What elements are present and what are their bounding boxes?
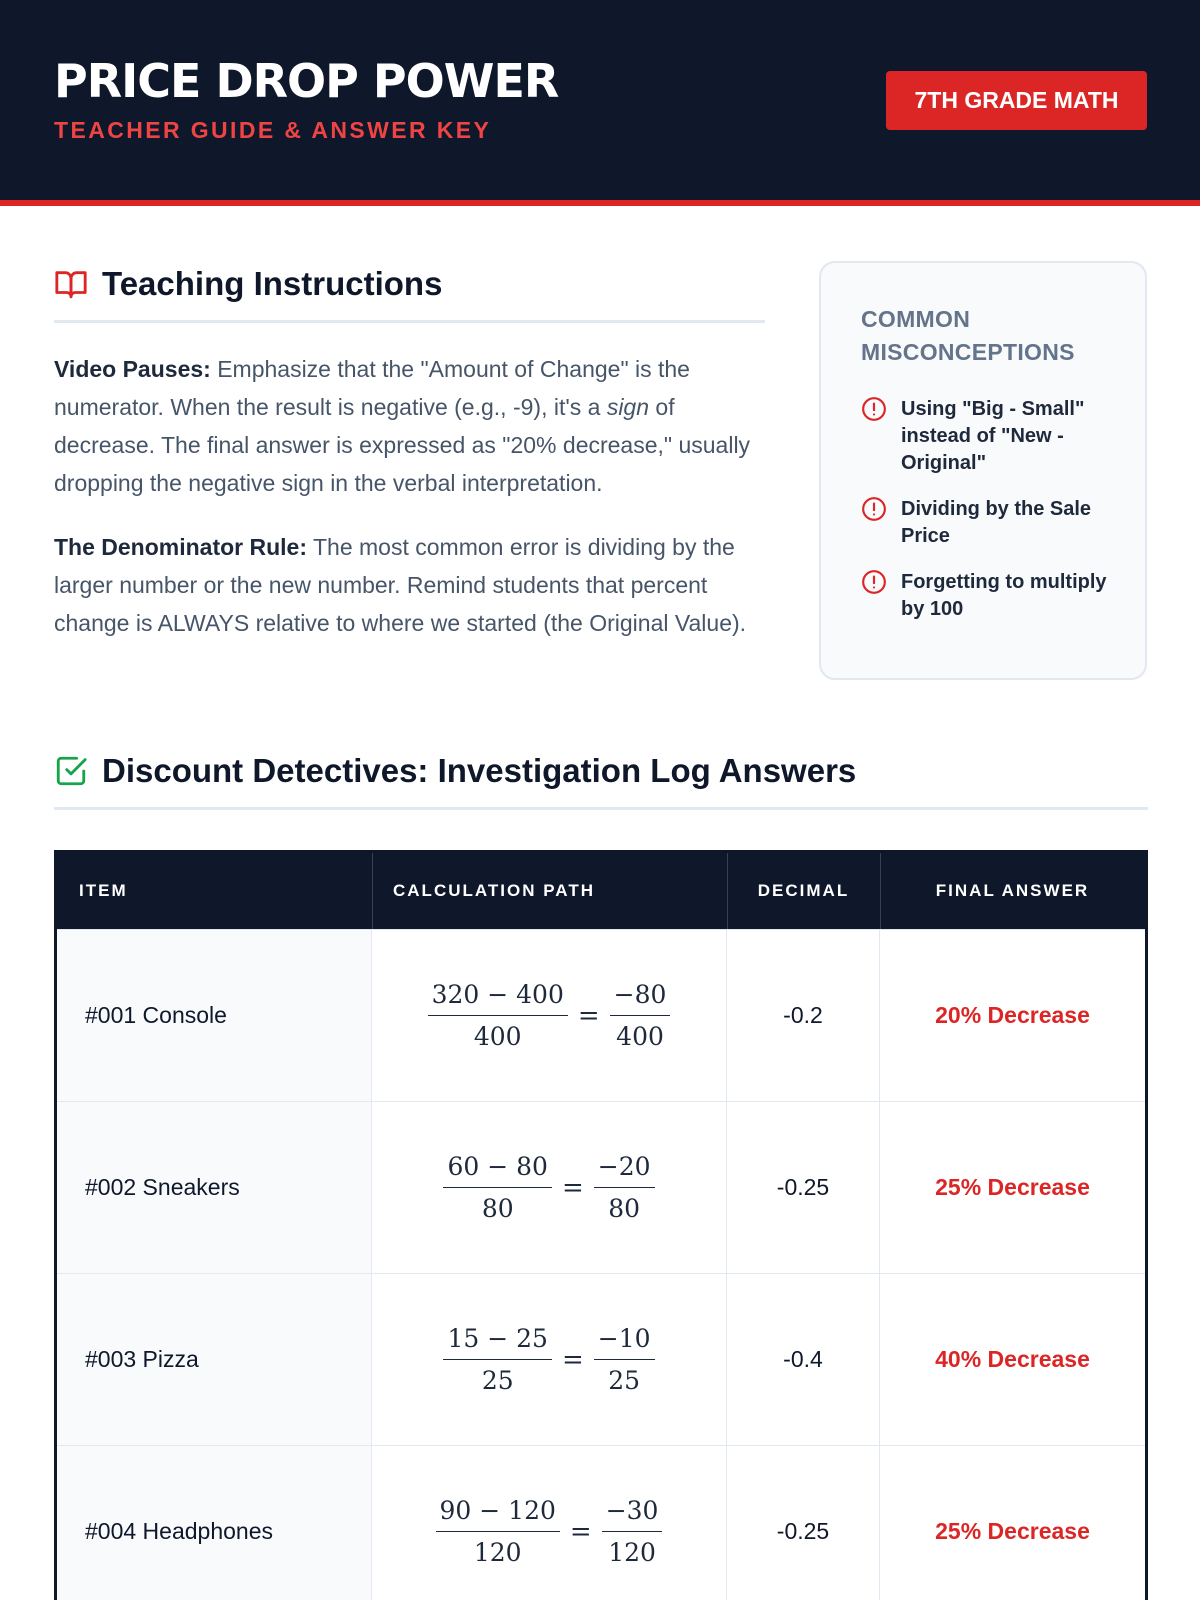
fraction-numerator: −20 <box>594 1152 655 1188</box>
difference-fraction <box>436 1496 560 1567</box>
result-fraction <box>602 1496 663 1567</box>
denominator-rule-paragraph <box>54 528 754 642</box>
table-row <box>57 1445 1145 1600</box>
column-header-item: ITEM <box>79 881 128 900</box>
fraction-denominator: 25 <box>608 1366 641 1395</box>
misconceptions-title: COMMON MISCONCEPTIONS <box>861 306 1075 365</box>
calculation-cell <box>372 930 727 1101</box>
calculation-cell <box>372 1102 727 1273</box>
table-header <box>57 853 1145 929</box>
answers-divider <box>54 807 1148 810</box>
instructions-divider <box>54 320 765 323</box>
page-subtitle: TEACHER GUIDE & ANSWER KEY <box>54 117 492 143</box>
item-cell: #001 Console <box>57 930 372 1101</box>
decimal-cell: -0.25 <box>727 1446 880 1600</box>
misconception-text: Using "Big - Small" instead of "New - Original" <box>901 398 1085 474</box>
page-title: PRICE DROP POWER <box>54 54 559 108</box>
column-header-calculation: CALCULATION PATH <box>393 881 595 900</box>
denominator-rule-text: The most common error is dividing by the larger number or the new number. Remind students that percent change is ALWAYS relative to where we started (the Original Value). <box>54 534 747 636</box>
item-cell: #003 Pizza <box>57 1274 372 1445</box>
grade-badge: 7TH GRADE MATH <box>886 71 1147 130</box>
fraction-denominator: 400 <box>473 1022 522 1051</box>
item-cell: #002 Sneakers <box>57 1102 372 1273</box>
fraction-denominator: 80 <box>481 1194 514 1223</box>
fraction-denominator: 400 <box>616 1022 664 1051</box>
decimal-cell: -0.2 <box>727 930 880 1101</box>
video-pauses-text-a: Emphasize that the "Amount of Change" is the numerator. When the result is negative (e.g., -9), it's a <box>54 356 690 420</box>
result-fraction <box>594 1324 655 1395</box>
misconceptions-card <box>819 261 1147 680</box>
equals-sign: = <box>561 1172 584 1203</box>
equals-sign: = <box>561 1344 584 1375</box>
alert-circle-icon <box>861 569 887 595</box>
video-pauses-text-b: of decrease. The final answer is expressed as "20% decrease," usually dropping the negative sign in the verbal interpretation. <box>54 394 751 496</box>
equals-sign: = <box>577 1000 600 1031</box>
misconception-item <box>861 569 1121 623</box>
fraction-numerator: 15 − 25 <box>443 1324 551 1360</box>
calculation-cell <box>372 1446 727 1600</box>
fraction-denominator: 80 <box>608 1194 641 1223</box>
alert-circle-icon <box>861 496 887 522</box>
instructions-heading: Teaching Instructions <box>102 265 443 302</box>
result-fraction <box>594 1152 655 1223</box>
fraction-numerator: −30 <box>602 1496 663 1532</box>
answer-key-table <box>54 850 1148 1600</box>
difference-fraction <box>443 1152 551 1223</box>
header-divider <box>372 853 373 929</box>
equals-sign: = <box>569 1516 592 1547</box>
decimal-cell: -0.4 <box>727 1274 880 1445</box>
fraction-numerator: 60 − 80 <box>443 1152 551 1188</box>
result-fraction <box>610 980 671 1051</box>
final-answer-cell: 25% Decrease <box>935 1174 1090 1200</box>
page-header <box>0 0 1200 206</box>
alert-circle-icon <box>861 396 887 422</box>
misconception-item <box>861 396 1121 477</box>
fraction-numerator: −10 <box>594 1324 655 1360</box>
video-pauses-emphasis: sign <box>606 394 650 420</box>
decimal-cell: -0.25 <box>727 1102 880 1273</box>
answers-heading: Discount Detectives: Investigation Log Answers <box>102 752 857 789</box>
calculation-cell <box>372 1274 727 1445</box>
fraction-denominator: 120 <box>473 1538 522 1567</box>
misconception-text: Dividing by the Sale Price <box>901 498 1092 547</box>
instructions-heading-row <box>54 265 442 303</box>
table-row <box>57 1273 1145 1445</box>
denominator-rule-label: The Denominator Rule: <box>54 534 308 560</box>
difference-fraction <box>443 1324 551 1395</box>
misconception-text: Forgetting to multiply by 100 <box>901 571 1107 620</box>
misconception-item <box>861 496 1121 550</box>
final-answer-cell: 20% Decrease <box>935 1002 1090 1028</box>
final-answer-cell: 25% Decrease <box>935 1518 1090 1544</box>
fraction-numerator: 320 − 400 <box>428 980 568 1016</box>
table-row <box>57 929 1145 1101</box>
column-header-final-answer: FINAL ANSWER <box>935 881 1090 900</box>
answers-heading-row <box>54 752 856 790</box>
check-square-icon <box>54 754 88 788</box>
fraction-denominator: 120 <box>608 1538 656 1567</box>
fraction-numerator: −80 <box>610 980 671 1016</box>
fraction-numerator: 90 − 120 <box>436 1496 560 1532</box>
item-cell: #004 Headphones <box>57 1446 372 1600</box>
fraction-denominator: 25 <box>481 1366 514 1395</box>
book-icon <box>54 267 88 301</box>
column-header-decimal: DECIMAL <box>757 881 850 900</box>
video-pauses-label: Video Pauses: <box>54 356 211 382</box>
final-answer-cell: 40% Decrease <box>935 1346 1090 1372</box>
difference-fraction <box>428 980 568 1051</box>
table-row <box>57 1101 1145 1273</box>
video-pauses-paragraph <box>54 350 754 502</box>
